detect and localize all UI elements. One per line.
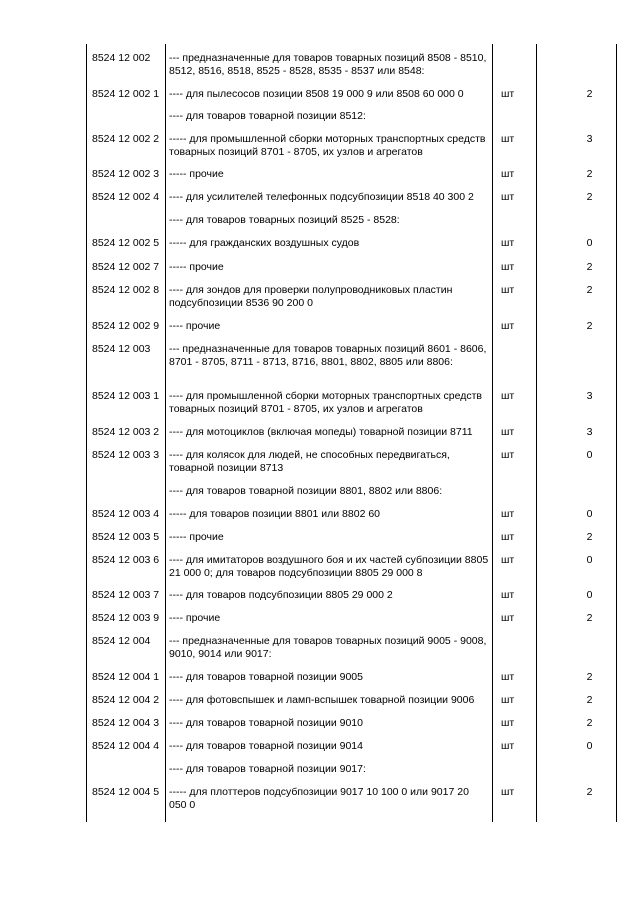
row-rate: 2 <box>586 88 593 100</box>
table-row <box>87 133 616 168</box>
row-unit: шт <box>501 88 515 100</box>
row-description: ---- для колясок для людей, не способных передвигаться, товарной позиции 8713 <box>169 449 450 474</box>
row-unit: шт <box>501 717 515 729</box>
row-unit: шт <box>501 508 515 520</box>
row-rate: 2 <box>586 284 593 296</box>
table-row <box>87 635 616 671</box>
row-code: 8524 12 003 7 <box>92 589 160 601</box>
table-row <box>87 786 616 820</box>
table-row <box>87 320 616 343</box>
row-code: 8524 12 004 <box>92 635 151 647</box>
row-description: ---- для промышленной сборки моторных транспортных средств товарных позиций 8701 - 8705, их узлов и агрегатов <box>169 390 482 415</box>
table-row <box>87 52 616 88</box>
row-description: ---- для имитаторов воздушного боя и их частей субпозиции 8805 21 000 0; для товаров подсубпозиции 8805 29 000 8 <box>169 554 489 579</box>
table-row <box>87 763 616 786</box>
row-unit: шт <box>501 237 515 249</box>
table-row <box>87 671 616 694</box>
row-rate: 2 <box>586 694 593 706</box>
row-code: 8524 12 002 8 <box>92 284 160 296</box>
table-row <box>87 168 616 191</box>
row-code: 8524 12 003 1 <box>92 390 160 402</box>
table-row <box>87 449 616 485</box>
row-code: 8524 12 002 <box>92 52 151 64</box>
row-unit: шт <box>501 449 515 461</box>
row-unit: шт <box>501 671 515 683</box>
table-row <box>87 508 616 531</box>
row-code: 8524 12 003 2 <box>92 426 160 438</box>
row-code: 8524 12 002 5 <box>92 237 160 249</box>
row-code: 8524 12 002 7 <box>92 261 160 273</box>
row-unit: шт <box>501 612 515 624</box>
table-body <box>87 52 616 820</box>
row-rate: 0 <box>586 740 593 752</box>
row-code: 8524 12 004 3 <box>92 717 160 729</box>
table-row <box>87 612 616 635</box>
row-rate: 2 <box>586 786 593 798</box>
table-row <box>87 88 616 110</box>
table-row <box>87 110 616 133</box>
row-unit: шт <box>501 694 515 706</box>
row-description: ---- для фотовспышек и ламп-вспышек товарной позиции 9006 <box>169 694 475 706</box>
row-rate: 3 <box>586 390 593 402</box>
row-rate: 0 <box>586 449 593 461</box>
row-unit: шт <box>501 786 515 798</box>
row-code: 8524 12 003 3 <box>92 449 160 461</box>
row-description: ---- для товаров товарной позиции 9010 <box>169 717 363 729</box>
table-row <box>87 343 616 390</box>
row-description: --- предназначенные для товаров товарных позиций 8601 - 8606, 8701 - 8705, 8711 - 8713, 8716, 8801, 8802, 8805 или 8806: <box>169 343 487 368</box>
row-description: ---- для зондов для проверки полупроводниковых пластин подсубпозиции 8536 90 200 0 <box>169 284 453 309</box>
row-description: ----- для товаров позиции 8801 или 8802 60 <box>169 508 381 520</box>
row-description: ---- для товаров товарной позиции 9014 <box>169 740 363 752</box>
table-row <box>87 694 616 717</box>
row-unit: шт <box>501 320 515 332</box>
tariff-table <box>86 44 617 822</box>
row-rate: 2 <box>586 191 593 203</box>
row-description: ---- для товаров товарной позиции 8512: <box>169 110 366 122</box>
row-code: 8524 12 004 2 <box>92 694 160 706</box>
table-row <box>87 214 616 237</box>
table-row <box>87 237 616 261</box>
row-unit: шт <box>501 191 515 203</box>
table-row <box>87 531 616 554</box>
row-description: ----- для гражданских воздушных судов <box>169 237 360 249</box>
row-unit: шт <box>501 261 515 273</box>
row-description: --- предназначенные для товаров товарных позиций 9005 - 9008, 9010, 9014 или 9017: <box>169 635 487 660</box>
row-code: 8524 12 002 9 <box>92 320 160 332</box>
row-rate: 2 <box>586 320 593 332</box>
row-description: ----- прочие <box>169 261 224 273</box>
row-code: 8524 12 003 <box>92 343 151 355</box>
row-rate: 2 <box>586 168 593 180</box>
row-rate: 3 <box>586 426 593 438</box>
row-description: ---- для усилителей телефонных подсубпозиции 8518 40 300 2 <box>169 191 474 203</box>
table-row <box>87 740 616 763</box>
row-rate: 2 <box>586 717 593 729</box>
row-description: ----- прочие <box>169 531 224 543</box>
row-code: 8524 12 004 1 <box>92 671 160 683</box>
row-rate: 0 <box>586 589 593 601</box>
row-description: ---- для товаров товарной позиции 9005 <box>169 671 363 683</box>
row-rate: 3 <box>586 133 593 145</box>
table-row <box>87 390 616 426</box>
row-description: ---- для товаров подсубпозиции 8805 29 000 2 <box>169 589 393 601</box>
table-row <box>87 191 616 214</box>
row-code: 8524 12 002 1 <box>92 88 160 100</box>
table-row <box>87 284 616 320</box>
row-code: 8524 12 002 4 <box>92 191 160 203</box>
row-rate: 2 <box>586 531 593 543</box>
table-row <box>87 589 616 612</box>
row-description: ---- для пылесосов позиции 8508 19 000 9 или 8508 60 000 0 <box>169 88 464 100</box>
row-rate: 2 <box>586 261 593 273</box>
row-description: ---- для товаров товарной позиции 8801, 8802 или 8806: <box>169 485 443 497</box>
row-code: 8524 12 003 4 <box>92 508 160 520</box>
table-row <box>87 485 616 508</box>
row-description: ---- для товаров товарной позиции 9017: <box>169 763 366 775</box>
row-unit: шт <box>501 168 515 180</box>
table-row <box>87 261 616 284</box>
row-rate: 2 <box>586 671 593 683</box>
row-unit: шт <box>501 284 515 296</box>
row-rate: 0 <box>586 554 593 566</box>
row-description: ----- прочие <box>169 168 224 180</box>
row-description: --- предназначенные для товаров товарных позиций 8508 - 8510, 8512, 8516, 8518, 8525 - 8528, 8535 - 8537 или 8548: <box>169 52 487 77</box>
row-code: 8524 12 003 9 <box>92 612 160 624</box>
row-rate: 0 <box>586 508 593 520</box>
row-code: 8524 12 004 4 <box>92 740 160 752</box>
row-unit: шт <box>501 554 515 566</box>
row-code: 8524 12 003 6 <box>92 554 160 566</box>
table-row <box>87 717 616 740</box>
row-rate: 2 <box>586 612 593 624</box>
row-unit: шт <box>501 390 515 402</box>
row-unit: шт <box>501 531 515 543</box>
row-description: ---- для мотоциклов (включая мопеды) товарной позиции 8711 <box>169 426 473 438</box>
table-row <box>87 426 616 449</box>
row-code: 8524 12 004 5 <box>92 786 160 798</box>
row-unit: шт <box>501 589 515 601</box>
row-unit: шт <box>501 740 515 752</box>
table-row <box>87 554 616 589</box>
row-unit: шт <box>501 133 515 145</box>
row-unit: шт <box>501 426 515 438</box>
row-code: 8524 12 002 2 <box>92 133 160 145</box>
row-description: ---- прочие <box>169 612 221 624</box>
row-description: ---- прочие <box>169 320 221 332</box>
row-description: ---- для товаров товарных позиций 8525 - 8528: <box>169 214 400 226</box>
row-description: ----- для плоттеров подсубпозиции 9017 10 100 0 или 9017 20 050 0 <box>169 786 469 811</box>
row-code: 8524 12 003 5 <box>92 531 160 543</box>
row-description: ----- для промышленной сборки моторных транспортных средств товарных позиций 8701 - 8705, их узлов и агрегатов <box>169 133 486 158</box>
row-rate: 0 <box>586 237 593 249</box>
row-code: 8524 12 002 3 <box>92 168 160 180</box>
